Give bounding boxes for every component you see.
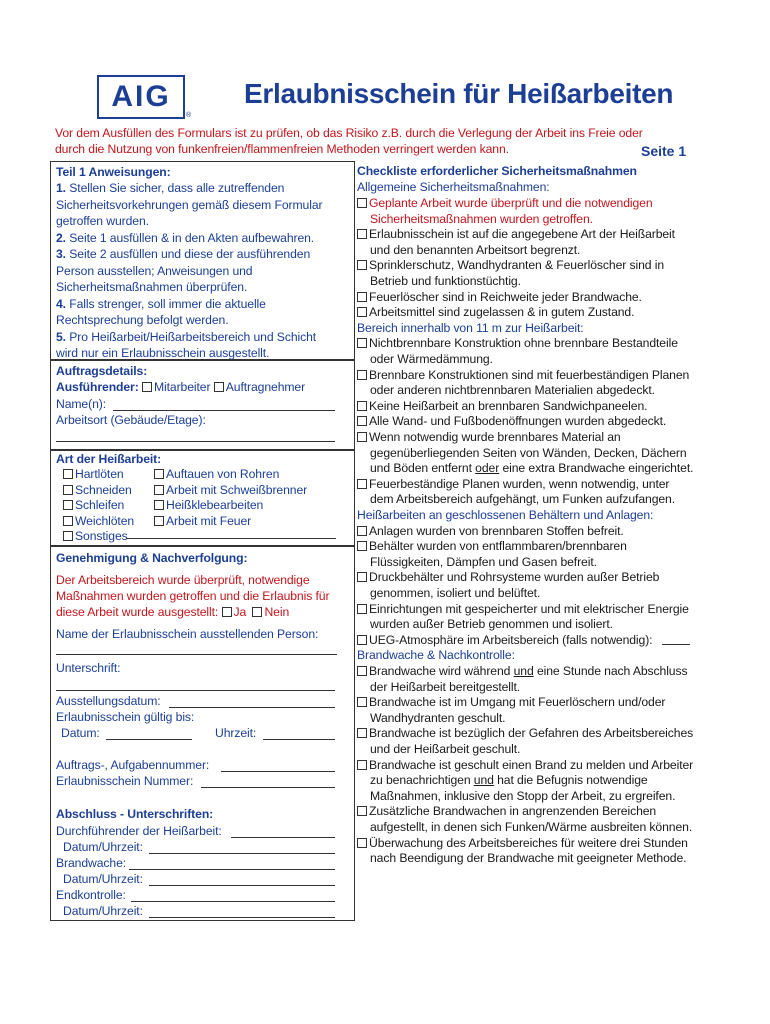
checklist-text: eine extra Brandwache eingerichtet. [499, 461, 694, 476]
checklist-item-container-cont: genommen, isoliert und belüftet. [370, 586, 541, 600]
checklist-text: Brandwache wird während [369, 664, 514, 678]
instruction-number: 3. [56, 247, 66, 261]
checklist-text: Keine Heißarbeit an brennbaren Sandwichpaneelen. [369, 398, 648, 413]
checklist-item-container [357, 538, 627, 554]
checklist-column [356, 161, 701, 866]
worktype-option [63, 513, 134, 529]
aig-logo [97, 75, 185, 119]
checklist-item-container [357, 632, 652, 648]
instruction-text: Stellen Sie sicher, dass alle zutreffenden [65, 181, 285, 195]
issuer-name-field[interactable] [56, 654, 337, 655]
issue-date-field[interactable] [169, 707, 335, 708]
signature-label: Unterschrift: [56, 661, 121, 675]
worktype-checkbox[interactable] [63, 500, 73, 510]
checklist-text: Nichtbrennbare Konstruktion ohne brennbare Bestandteile [369, 336, 678, 351]
issue-date-label: Ausstellungsdatum: [56, 694, 161, 708]
checklist-item-area-cont: oder Wärmedämmung. [370, 352, 493, 366]
worktype-checkbox[interactable] [63, 485, 73, 495]
permit-number-field[interactable] [201, 787, 335, 788]
final-datetime-field[interactable] [149, 917, 335, 918]
checklist-text: Arbeitsmittel sind zugelassen & in gutem Zustand. [369, 305, 635, 320]
checklist-item-watch-cont: Wandhydranten geschult. [370, 710, 506, 725]
location-label: Arbeitsort (Gebäude/Etage): [56, 413, 206, 427]
checklist-checkbox[interactable] [357, 198, 367, 208]
instruction-number: 5. [56, 329, 66, 344]
checklist-item-watch-cont [370, 772, 648, 788]
instruction-line [56, 296, 266, 312]
watch-title: Brandwache & Nachkontrolle: [357, 648, 515, 663]
instruction-line [56, 312, 228, 328]
checklist-checkbox[interactable] [357, 697, 367, 707]
worktype-option [63, 528, 128, 544]
worktype-option [154, 513, 251, 529]
worktype-title: Art der Heißarbeit: [56, 452, 162, 466]
instruction-text: Rechtsprechung befolgt werden. [56, 313, 229, 327]
checklist-item-general [357, 226, 675, 242]
executor-row [56, 379, 305, 395]
checklist-text: Brennbare Konstruktionen sind mit feuerbeständigen Planen [369, 367, 690, 382]
worktype-checkbox[interactable] [154, 485, 164, 495]
intro-line-1: Vor dem Ausfüllen des Formulars ist zu prüfen, ob das Risiko z.B. durch die Verlegung der Arbeit ins Freie oder [55, 126, 643, 140]
instruction-line [56, 263, 252, 279]
location-field[interactable] [56, 441, 335, 442]
checklist-text: Feuerbeständige Planen wurden, wenn notwendig, unter [369, 476, 670, 491]
checklist-item-container [357, 523, 624, 539]
page-title: Erlaubnisschein für Heißarbeiten [244, 78, 674, 109]
yes-label: Ja [233, 605, 247, 619]
checklist-text: Brandwache ist geschult einen Brand zu melden und Arbeiter [369, 757, 694, 772]
worktype-label: Weichlöten [75, 513, 135, 528]
worktype-label: Sonstiges [75, 529, 128, 543]
order-details-box [50, 360, 355, 450]
final-check-label: Endkontrolle: [56, 888, 126, 902]
checklist-text: Brandwache ist im Umgang mit Feuerlöschern und/oder [369, 695, 666, 710]
order-number-label: Auftrags-, Aufgabennummer: [56, 758, 210, 772]
worktype-checkbox[interactable] [63, 516, 73, 526]
checklist-text: der Heißarbeit bereitgestellt. [370, 679, 521, 694]
checklist-item-watch [357, 694, 665, 710]
checklist-text: Feuerlöscher sind in Reichweite jeder Brandwache. [369, 289, 642, 304]
firewatch-datetime-label: Datum/Uhrzeit: [63, 872, 143, 886]
completion-title: Abschluss - Unterschriften: [56, 807, 214, 821]
no-label: Nein [264, 605, 290, 619]
checklist-checkbox[interactable] [357, 635, 367, 645]
checklist-text: Behälter wurden von entflammbaren/brennbaren [369, 539, 627, 554]
checklist-checkbox[interactable] [357, 572, 367, 582]
checklist-text: Maßnahmen, inklusive den Stopp der Arbeit, zu ergreifen. [370, 788, 676, 803]
checklist-item-general-cont: und den benannten Arbeitsort begrenzt. [370, 242, 581, 257]
checklist-item-container [357, 569, 659, 585]
worktype-option [63, 466, 124, 482]
approval-red-1: Der Arbeitsbereich wurde überprüft, notwendige [56, 573, 310, 587]
checklist-checkbox[interactable] [357, 338, 367, 348]
instruction-line [56, 230, 314, 246]
checklist-checkbox[interactable] [357, 479, 367, 489]
checklist-text: Anlagen wurden von brennbaren Stoffen befreit. [369, 523, 624, 538]
logo-text: AIG [111, 80, 171, 113]
checklist-item-watch-cont: aufgestellt, in denen sich Funken/Wärme ausbreiten können. [370, 820, 693, 834]
checklist-item-area-cont: oder anderen nichtbrennbaren Materialien abgedeckt. [370, 383, 655, 398]
valid-until-label: Erlaubnisschein gültig bis: [56, 710, 195, 724]
checklist-text: UEG-Atmosphäre im Arbeitsbereich (falls notwendig): [369, 632, 653, 647]
checklist-text: Zusätzliche Brandwachen in angrenzenden Bereichen [369, 804, 657, 819]
checklist-checkbox[interactable] [357, 526, 367, 536]
final-check-field[interactable] [131, 901, 335, 902]
checklist-checkbox[interactable] [357, 604, 367, 614]
worktype-option [63, 482, 132, 498]
checklist-checkbox[interactable] [357, 806, 367, 816]
checklist-checkbox[interactable] [357, 370, 367, 380]
names-label: Name(n): [56, 397, 106, 411]
instruction-text: Falls strenger, soll immer die aktuelle [65, 296, 266, 311]
checklist-item-watch [357, 663, 687, 679]
worktype-checkbox[interactable] [154, 500, 164, 510]
approval-red-3-row [56, 604, 289, 620]
checklist-text: Überwachung des Arbeitsbereiches für weitere drei Stunden [369, 835, 688, 850]
checklist-text: und Böden entfernt [370, 461, 476, 476]
approval-title: Genehmigung & Nachverfolgung: [56, 551, 248, 565]
instruction-line [56, 180, 284, 196]
checklist-item-area-cont [370, 460, 693, 476]
checklist-item-container-cont: wurden außer Betrieb genommen und isoliert. [370, 617, 613, 632]
contractor-checkbox[interactable] [214, 382, 224, 392]
checklist-text: Druckbehälter und Rohrsysteme wurden außer Betrieb [369, 570, 660, 585]
employee-label: Mitarbeiter [153, 380, 211, 394]
worktype-label: Arbeit mit Feuer [166, 513, 252, 528]
checklist-item-area-cont: gegenüberliegenden Seiten von Wänden, Decken, Dächern [370, 445, 687, 460]
checklist-text: Alle Wand- und Fußbodenöffnungen wurden abgedeckt. [369, 414, 667, 429]
instruction-text: Sicherheitsvorkehrungen gemäß diesem Formular [56, 197, 323, 212]
approval-red-3: diese Arbeit wurde ausgestellt: [56, 605, 219, 619]
instruction-line [56, 213, 149, 229]
worktype-checkbox[interactable] [63, 469, 73, 479]
checklist-item-general-cont: Betrieb und funktionstüchtig. [370, 274, 521, 288]
instruction-text: getroffen wurden. [56, 214, 149, 228]
checklist-text: hat die Befugnis notwendige [493, 773, 648, 788]
checklist-item-area [357, 413, 666, 429]
instruction-line [56, 329, 316, 345]
final-datetime-label: Datum/Uhrzeit: [63, 904, 143, 918]
checklist-checkbox[interactable] [357, 401, 367, 411]
instruction-text: Seite 1 ausfüllen & in den Akten aufbewahren. [65, 230, 315, 245]
checklist-item-watch-cont: und der Heißarbeit geschult. [370, 742, 521, 756]
worktype-label: Schleifen [75, 498, 125, 512]
checklist-item-general [357, 195, 653, 211]
firewatch-datetime-field[interactable] [149, 885, 335, 886]
instruction-text: Person ausstellen; Anweisungen und [56, 263, 253, 278]
no-checkbox[interactable] [252, 607, 262, 617]
other-field[interactable] [126, 538, 336, 539]
checklist-text: und [473, 773, 494, 788]
checklist-item-general [357, 304, 634, 320]
instruction-line [56, 246, 310, 262]
instructions-title: Teil 1 Anweisungen: [56, 165, 171, 179]
area-title: Bereich innerhalb von 11 m zur Heißarbeit: [357, 320, 584, 335]
checklist-item-area-cont: dem Arbeitsbereich aufgehängt, um Funken aufzufangen. [370, 492, 676, 507]
checklist-checkbox[interactable] [357, 229, 367, 239]
order-number-field[interactable] [221, 771, 335, 772]
executor-label: Ausführender: [56, 380, 139, 394]
checklist-checkbox[interactable] [357, 728, 367, 738]
worktype-label: Hartlöten [75, 467, 124, 481]
checklist-item-area [357, 335, 678, 351]
checklist-checkbox[interactable] [357, 307, 367, 317]
worktype-checkbox[interactable] [63, 531, 73, 541]
instruction-line [56, 279, 247, 295]
signature-field[interactable] [56, 690, 335, 691]
worktype-label: Arbeit mit Schweißbrenner [166, 482, 308, 497]
container-title: Heißarbeiten an geschlossenen Behältern und Anlagen: [357, 508, 654, 522]
checklist-item-area [357, 476, 669, 492]
instructions-box [50, 161, 355, 360]
contractor-label: Auftragnehmer [225, 380, 306, 394]
checklist-text: oder [475, 461, 500, 476]
intro-line-2: durch die Nutzung von funkenfreien/flammenfreien Methoden verringert werden kann. [55, 142, 509, 156]
checklist-checkbox[interactable] [357, 666, 367, 676]
instruction-number: 2. [56, 230, 66, 245]
checklist-item-watch-cont [370, 788, 675, 804]
worktype-label: Schneiden [75, 482, 132, 497]
worktype-label: Auftauen von Rohren [166, 467, 280, 481]
worktype-label: Heißklebearbeiten [166, 498, 264, 512]
general-title: Allgemeine Sicherheitsmaßnahmen: [357, 180, 550, 194]
worktype-option [154, 482, 307, 498]
checklist-item-container [357, 601, 689, 617]
checklist-item-general [357, 257, 664, 273]
worktype-option [63, 497, 124, 513]
time-field[interactable] [263, 739, 335, 740]
checklist-text: Sprinklerschutz, Wandhydranten & Feuerlöscher sind in [369, 258, 665, 273]
checklist-checkbox[interactable] [357, 260, 367, 270]
executor-datetime-label: Datum/Uhrzeit: [63, 840, 143, 854]
checklist-checkbox[interactable] [357, 292, 367, 302]
checklist-item-watch [357, 835, 688, 851]
worktype-box [50, 450, 355, 546]
names-field[interactable] [113, 410, 335, 411]
time-label: Uhrzeit: [215, 726, 257, 740]
checklist-item-watch [357, 725, 693, 741]
executor-sign-field[interactable] [231, 837, 335, 838]
checklist-item-watch [357, 757, 693, 773]
registered-mark: ® [186, 112, 192, 119]
intro-text [55, 125, 695, 157]
approval-red-2: Maßnahmen wurden getroffen und die Erlaubnis für [56, 589, 330, 603]
ueg-field[interactable] [662, 644, 690, 645]
checklist-item-area [357, 367, 689, 383]
worktype-option [154, 466, 279, 482]
checklist-checkbox[interactable] [357, 432, 367, 442]
instruction-line [56, 197, 322, 213]
checklist-checkbox[interactable] [357, 416, 367, 426]
instruction-line [56, 345, 269, 361]
checklist-item-general [357, 289, 642, 305]
checklist-item-watch-cont [370, 679, 520, 695]
checklist-item-area [357, 398, 647, 414]
checklist-text: und [513, 664, 534, 678]
instruction-text: Sicherheitsmaßnahmen überprüfen. [56, 280, 248, 294]
instruction-number: 1. [56, 181, 66, 195]
instruction-number: 4. [56, 296, 66, 311]
worktype-checkbox[interactable] [154, 516, 164, 526]
firewatch-sign-field[interactable] [129, 869, 335, 870]
date-field[interactable] [106, 739, 192, 740]
checklist-item-container-cont: Flüssigkeiten, Dämpfen und Gasen befreit. [370, 554, 597, 569]
approval-box [50, 546, 355, 921]
checklist-item-watch [357, 803, 656, 819]
checklist-item-general-cont: Sicherheitsmaßnahmen wurden getroffen. [370, 211, 593, 226]
executor-datetime-field[interactable] [149, 853, 335, 854]
issuer-name-label: Name der Erlaubnisschein ausstellenden Person: [56, 627, 319, 641]
date-label: Datum: [61, 726, 100, 740]
checklist-checkbox[interactable] [357, 760, 367, 770]
worktype-checkbox[interactable] [154, 469, 164, 479]
yes-checkbox[interactable] [222, 607, 232, 617]
checklist-checkbox[interactable] [357, 838, 367, 848]
instruction-text: Pro Heißarbeit/Heißarbeitsbereich und Schicht [65, 329, 317, 344]
checklist-text: Brandwache ist bezüglich der Gefahren des Arbeitsbereiches [369, 726, 694, 741]
permit-number-label: Erlaubnisschein Nummer: [56, 774, 194, 788]
instruction-text: Seite 2 ausfüllen und diese der ausführenden [65, 247, 311, 261]
instruction-text: wird nur ein Erlaubnisschein ausgestellt. [56, 346, 270, 360]
checklist-checkbox[interactable] [357, 541, 367, 551]
checklist-text: Geplante Arbeit wurde überprüft und die notwendigen [369, 196, 653, 210]
checklist-text: zu benachrichtigen [370, 773, 474, 788]
page-number: Seite 1 [641, 143, 687, 159]
employee-checkbox[interactable] [142, 382, 152, 392]
checklist-item-watch-cont: nach Beendigung der Brandwache mit geeigneter Methode. [370, 851, 687, 866]
worktype-option [154, 497, 263, 513]
checklist-title: Checkliste erforderlicher Sicherheitsmaßnahmen [357, 164, 637, 178]
order-title: Auftragsdetails: [56, 364, 148, 378]
checklist-text: eine Stunde nach Abschluss [533, 664, 688, 678]
checklist-text: Wenn notwendig wurde brennbares Material an [369, 430, 621, 444]
firewatch-sign-label: Brandwache: [56, 856, 127, 870]
checklist-text: Erlaubnisschein ist auf die angegebene Art der Heißarbeit [369, 227, 675, 242]
executor-sign-label: Durchführender der Heißarbeit: [56, 824, 222, 838]
checklist-text: Einrichtungen mit gespeicherter und mit elektrischer Energie [369, 601, 689, 616]
checklist-item-area [357, 429, 621, 445]
